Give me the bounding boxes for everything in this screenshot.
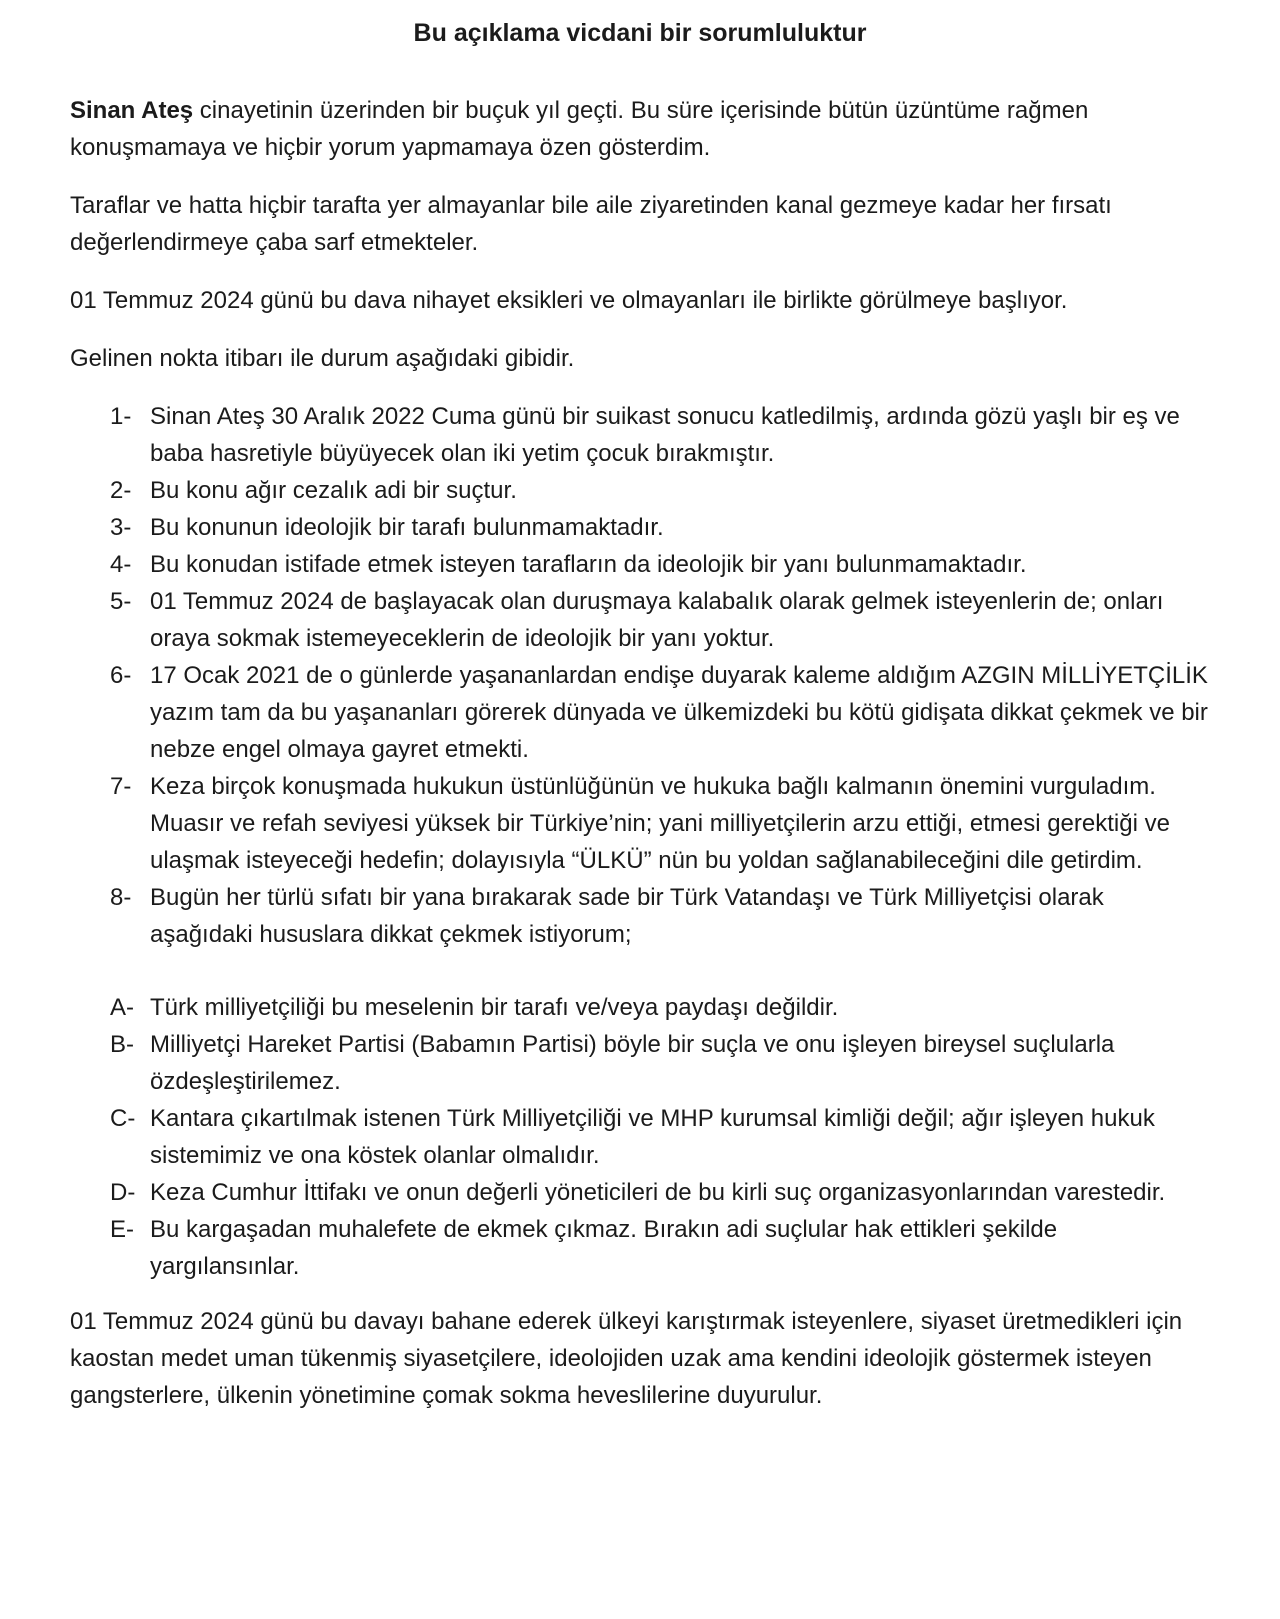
numbered-item-3-text: Bu konunun ideolojik bir tarafı bulunmamaktadır.	[150, 514, 664, 541]
numbered-item-7-marker: 7-	[110, 773, 132, 800]
numbered-item-5-marker: 5-	[110, 588, 132, 615]
numbered-item-1-text: Sinan Ateş 30 Aralık 2022 Cuma günü bir suikast sonucu katledilmiş, ardında gözü yaşlı bir eş ve baba hasretiyle büyüyecek olan iki yetim çocuk bırakmıştır.	[150, 403, 1180, 467]
lettered-item-b-marker: B-	[110, 1031, 134, 1058]
numbered-item-8	[70, 879, 1210, 953]
numbered-item-8-marker: 8-	[110, 884, 132, 911]
numbered-item-6-text: 17 Ocak 2021 de o günlerde yaşananlardan endişe duyarak kaleme aldığım AZGIN MİLLİYETÇİLİK yazım tam da bu yaşananları görerek dünyada ve ülkemizdeki bu kötü gidişata dikkat çekmek ve bir nebze engel olmaya gayret etmekti.	[150, 662, 1208, 763]
lettered-item-c-text: Kantara çıkartılmak istenen Türk Milliyetçiliği ve MHP kurumsal kimliği değil; ağır işleyen hukuk sistemimiz ve ona köstek olanlar olmalıdır.	[150, 1105, 1155, 1169]
intro-paragraph-1-text: cinayetinin üzerinden bir buçuk yıl geçti. Bu süre içerisinde bütün üzüntüme rağmen konuşmamaya ve hiçbir yorum yapmamaya özen gösterdim.	[70, 97, 1089, 161]
numbered-item-3	[70, 509, 1210, 546]
numbered-list	[70, 398, 1210, 953]
lettered-item-c	[70, 1100, 1210, 1174]
numbered-item-7-continuation: Muasır ve refah seviyesi yüksek bir Türkiye’nin; yani milliyetçilerin arzu ettiği, etmesi gerektiği ve ulaşmak isteyeceği hedefin; dolayısıyla “ÜLKÜ” nün bu yoldan sağlanabileceğini dile getirdim.	[150, 810, 1170, 874]
lettered-item-a-text: Türk milliyetçiliği bu meselenin bir tarafı ve/veya paydaşı değildir.	[150, 994, 839, 1021]
author-name-bold: Sinan Ateş	[70, 97, 194, 124]
intro-paragraph-2: Taraflar ve hatta hiçbir tarafta yer almayanlar bile aile ziyaretinden kanal gezmeye kadar her fırsatı değerlendirmeye çaba sarf etmekteler.	[70, 192, 1112, 256]
numbered-item-4-marker: 4-	[110, 551, 132, 578]
lettered-item-b	[70, 1026, 1210, 1100]
numbered-item-8-text: Bugün her türlü sıfatı bir yana bırakarak sade bir Türk Vatandaşı ve Türk Milliyetçisi olarak aşağıdaki hususlara dikkat çekmek istiyorum;	[150, 884, 1104, 948]
lettered-item-d-marker: D-	[110, 1179, 136, 1206]
numbered-item-1-marker: 1-	[110, 403, 132, 430]
lettered-item-d	[70, 1174, 1210, 1211]
numbered-item-7-text: Keza birçok konuşmada hukukun üstünlüğünün ve hukuka bağlı kalmanın önemini vurguladım.	[150, 773, 1156, 800]
lettered-item-d-text: Keza Cumhur İttifakı ve onun değerli yöneticileri de bu kirli suç organizasyonlarından varestedir.	[150, 1179, 1166, 1206]
lettered-item-b-text: Milliyetçi Hareket Partisi (Babamın Partisi) böyle bir suçla ve onu işleyen bireysel suçlularla özdeşleştirilemez.	[150, 1031, 1115, 1095]
intro-paragraph-4: Gelinen nokta itibarı ile durum aşağıdaki gibidir.	[70, 345, 575, 372]
lettered-list	[70, 989, 1210, 1285]
lettered-item-e-text: Bu kargaşadan muhalefete de ekmek çıkmaz. Bırakın adi suçlular hak ettikleri şekilde yargılansınlar.	[150, 1216, 1058, 1280]
numbered-item-2-text: Bu konu ağır cezalık adi bir suçtur.	[150, 477, 517, 504]
numbered-item-1	[70, 398, 1210, 472]
numbered-item-2	[70, 472, 1210, 509]
numbered-item-4-text: Bu konudan istifade etmek isteyen tarafların da ideolojik bir yanı bulunmamaktadır.	[150, 551, 1027, 578]
numbered-item-6	[70, 657, 1210, 768]
lettered-item-c-marker: C-	[110, 1105, 136, 1132]
lettered-item-e	[70, 1211, 1210, 1285]
numbered-item-5	[70, 583, 1210, 657]
intro-paragraph-1	[70, 92, 1210, 166]
lettered-item-a	[70, 989, 1210, 1026]
lettered-item-e-marker: E-	[110, 1216, 134, 1243]
closing-paragraph: 01 Temmuz 2024 günü bu davayı bahane ederek ülkeyi karıştırmak isteyenlere, siyaset üretmedikleri için kaostan medet uman tükenmiş siyasetçilere, ideolojiden uzak ama kendini ideolojik göstermek isteyen gangsterlere, ülkenin yönetimine çomak sokma heveslilerine duyurulur.	[70, 1308, 1183, 1409]
intro-paragraph-3: 01 Temmuz 2024 günü bu dava nihayet eksikleri ve olmayanları ile birlikte görülmeye başlıyor.	[70, 287, 1068, 314]
numbered-item-5-text: 01 Temmuz 2024 de başlayacak olan duruşmaya kalabalık olarak gelmek isteyenlerin de; onları oraya sokmak istemeyeceklerin de ideolojik bir yanı yoktur.	[150, 588, 1164, 652]
document-title: Bu açıklama vicdani bir sorumluluktur	[413, 19, 867, 47]
numbered-item-3-marker: 3-	[110, 514, 132, 541]
numbered-item-7	[70, 768, 1210, 879]
numbered-item-2-marker: 2-	[110, 477, 132, 504]
lettered-item-a-marker: A-	[110, 994, 134, 1021]
numbered-item-6-marker: 6-	[110, 662, 132, 689]
numbered-item-4	[70, 546, 1210, 583]
